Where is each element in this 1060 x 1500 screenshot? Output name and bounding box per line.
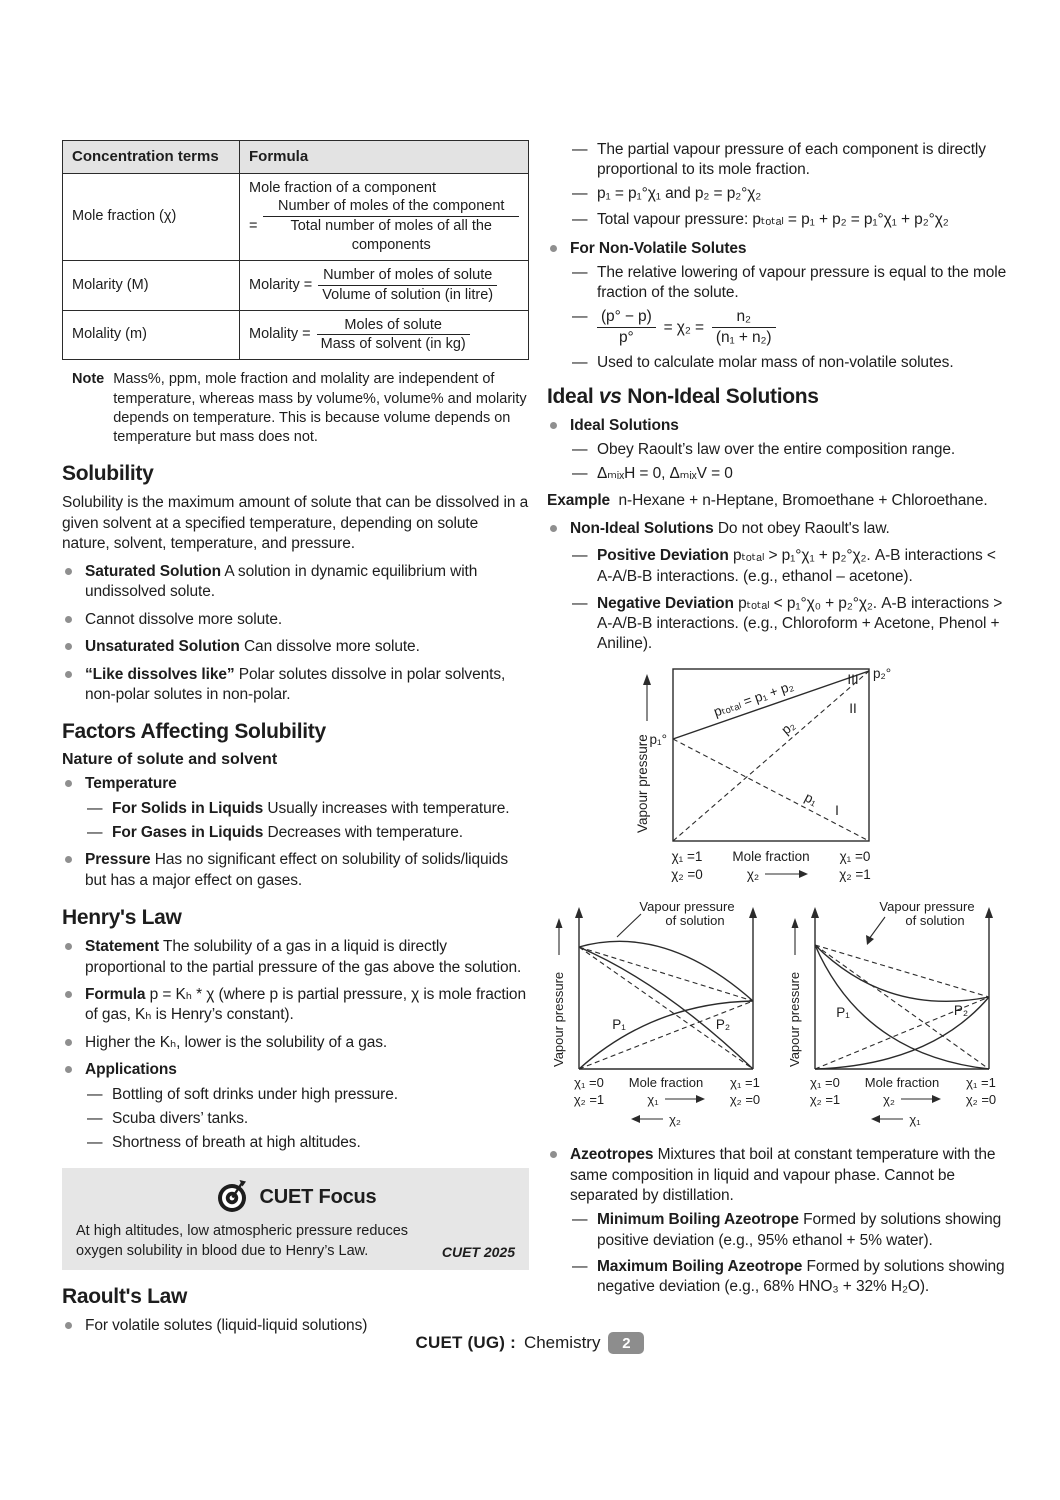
- solution-vapour-pressure-curve: [579, 941, 753, 1001]
- cuet-year-tag: CUET 2025: [441, 1244, 515, 1261]
- temperature-dashes: [85, 799, 529, 843]
- dash-item-minimum-boiling: — Minimum Boiling Azeotrope Formed by solutions showing positive deviation (e.g., 95% ethanol + 5% water).: [570, 1210, 1014, 1250]
- p1-line: [673, 739, 869, 841]
- curve-marker-III: III: [847, 672, 859, 688]
- cuet-focus-text: At high altitudes, low atmospheric pressure reduces oxygen solubility in blood due to Henry’s Law.: [76, 1223, 409, 1259]
- fraction: — $\frac{(p^\circ - p)}{p^\circ}$: [597, 307, 656, 348]
- azeotrope-dashes: [570, 1210, 1014, 1297]
- volatile-solutes-dashes: [570, 140, 1014, 231]
- note-text: Mass%, ppm, mole fraction and molality are independent of temperature, whereas mass by volume%, volume% and molarity depends on temperature. This is because volume depends on temperature but mass does not.: [113, 371, 527, 446]
- dash-item: — Shortness of breath at high altitudes.: [85, 1133, 529, 1153]
- table-header-row: [63, 141, 529, 174]
- formula-equation: [249, 197, 519, 255]
- bullet-item-ideal-solutions: Ideal Solutions — Obey Raoult’s law over the entire composition range. — ΔₘᵢₓH = 0, ΔₘᵢₓV = 0: [547, 416, 1014, 485]
- ideal-example: Example n-Hexane + n-Heptane, Bromoethane + Chloroethane.: [547, 492, 988, 510]
- svg-text:χ₂ =1: χ₂ =1: [573, 1092, 605, 1108]
- target-icon: [215, 1179, 251, 1215]
- positive-deviation-graph: [547, 897, 775, 1137]
- two-column-layout: [62, 140, 1014, 1344]
- dash-item-formula: — ΔₘᵢₓH = 0, ΔₘᵢₓV = 0: [570, 464, 1014, 484]
- applications-dashes: [85, 1085, 529, 1153]
- bullet-item-formula: Formula p = Kₕ * χ (where p is partial pressure, χ is mole fraction of gas, Kₕ is Henry’s constant).: [62, 985, 529, 1026]
- ideal-bullets: [547, 416, 1014, 485]
- non-volatile-bullets: [547, 239, 1014, 373]
- dash-item: — For Solids in Liquids Usually increases with temperature.: [85, 799, 529, 819]
- dash-item-positive-deviation: — Positive Deviation pₜₒₜₐₗ > p₁°χ₁ + p₂°χ₂. A-B interactions < A-A/B-B interactions. (e.g., ethanol – acetone).: [570, 546, 1014, 586]
- x-axis-labels: [574, 1075, 760, 1127]
- solution-curve-caption: Vapour pressure: [639, 899, 735, 915]
- svg-text:χ₂ =0: χ₂ =0: [729, 1092, 761, 1108]
- y-axis: [635, 674, 651, 833]
- total-pressure-label: pₜₒₜₐₗ = p₁ + p₂: [711, 678, 796, 720]
- non-ideal-bullets: [547, 519, 1014, 654]
- cuet-focus-header: [76, 1179, 515, 1215]
- y-axis-label: Vapour pressure: [787, 971, 802, 1068]
- x-axis-title: Mole fraction: [864, 1075, 940, 1091]
- dash-item: — Used to calculate molar mass of non-volatile solutes.: [570, 353, 1014, 373]
- note-block: [72, 370, 529, 447]
- solubility-intro: Solubility is the maximum amount of solute that can be dissolved in a given solvent at a specified temperature, depending on solute nature, solvent, temperature, and pressure.: [62, 494, 529, 553]
- formula-equation: [249, 266, 519, 305]
- svg-text:χ₁: χ₁: [647, 1092, 659, 1108]
- formula-cell: [240, 173, 529, 260]
- table-row-molality: [63, 310, 529, 360]
- reverse-axis-label: χ₂: [669, 1112, 681, 1128]
- fraction: $\frac{\text{Number of moles of solute}}{\text{Volume of solution (in litre)}}$: [318, 266, 497, 305]
- section-title-factors: Factors Affecting Solubility: [62, 720, 326, 744]
- svg-text:of solution: of solution: [665, 913, 725, 929]
- factors-bullets: [62, 774, 529, 891]
- equals-sign: =: [249, 217, 258, 234]
- svg-text:χ₂ =0: χ₂ =0: [671, 867, 703, 883]
- left-column: [62, 140, 529, 1344]
- svg-text:χ₁ =0: χ₁ =0: [839, 849, 871, 865]
- bullet-item: “Like dissolves like” Polar solutes dissolve in polar solvents, non-polar solutes in non-polar.: [62, 665, 529, 706]
- section-title-ideal-vs-nonideal: Ideal vs Non-Ideal Solutions: [547, 384, 819, 408]
- fraction: $\frac{\text{n₂}}{\text{(n₁ + n₂)}}$: [712, 307, 776, 348]
- x-axis-title: Mole fraction: [628, 1075, 704, 1091]
- solubility-bullets: [62, 562, 529, 706]
- p1-curve-label: p₁: [802, 789, 820, 809]
- bullet-item-statement: Statement The solubility of a gas in a liquid is directly proportional to the partial pressure of the gas above the solution.: [62, 937, 529, 978]
- bullet-item-azeotropes: Azeotropes Mixtures that boil at constant temperature with the same composition in liquid and vapour phase. Cannot be separated by distillation. — Minimum Boiling Azeotrope Formed by solutions showing positive deviation (e.g., 95% ethanol + 5% water). — Maximum Boiling Azeotrope Formed by solutions showing negative deviation (e.g., 68% HNO₃ + 32% H₂O).: [547, 1145, 1014, 1297]
- raoult-ideal-graph: [603, 661, 1003, 893]
- solution-vapour-pressure-curve: [815, 945, 989, 1001]
- col-header-concentration-terms: Concentration terms: [63, 141, 240, 174]
- dash-item: — Scuba divers’ tanks.: [85, 1109, 529, 1129]
- table-row-molarity: [63, 260, 529, 310]
- bullet-item: For volatile solutes (liquid-liquid solutions): [62, 1316, 529, 1336]
- solution-curve-caption: Vapour pressure: [879, 899, 975, 915]
- svg-text:χ₂: χ₂: [883, 1092, 895, 1108]
- svg-text:χ₂: χ₂: [746, 867, 760, 883]
- footer-brand: CUET (UG) :: [415, 1333, 516, 1352]
- bullet-item-applications: Applications — Bottling of soft drinks under high pressure. — Scuba divers’ tanks. — Shortness of breath at high altitudes.: [62, 1060, 529, 1153]
- equals-sign: Molarity =: [249, 276, 313, 293]
- page-footer: [0, 1332, 1060, 1354]
- dash-item: — The relative lowering of vapour pressure is equal to the mole fraction of the solute.: [570, 263, 1014, 303]
- footer-subject: Chemistry: [523, 1333, 601, 1352]
- x-axis-labels: [810, 1075, 996, 1127]
- section-title-henrys-law: Henry's Law: [62, 906, 182, 930]
- page-number-badge: 2: [608, 1332, 644, 1354]
- azeotropes-bullets: [547, 1145, 1014, 1297]
- p1-label: P₁: [836, 1005, 850, 1021]
- y-axis-label: Vapour pressure: [551, 971, 566, 1068]
- dash-item: — For Gases in Liquids Decreases with temperature.: [85, 823, 529, 843]
- svg-text:χ₂ =1: χ₂ =1: [839, 867, 871, 883]
- section-title-solubility: Solubility: [62, 462, 154, 486]
- p1-label: P₁: [612, 1017, 626, 1033]
- term-cell: Molality (m): [63, 310, 240, 360]
- henry-bullets: [62, 937, 529, 1153]
- svg-text:χ₁ =0: χ₁ =0: [574, 1075, 604, 1091]
- factors-subtitle: Nature of solute and solvent: [62, 751, 278, 769]
- bullet-item: Cannot dissolve more solute.: [62, 610, 529, 630]
- y-axis: [787, 918, 802, 1067]
- dash-item: — Obey Raoult’s law over the entire composition range.: [570, 440, 1014, 460]
- deviation-graphs-row: [547, 897, 1014, 1137]
- concentration-table: [62, 140, 529, 360]
- p1-pure-label: p₁°: [649, 732, 667, 748]
- section-title-raoults-law: Raoult's Law: [62, 1285, 188, 1309]
- bullet-item: Higher the Kₕ, lower is the solubility of a gas.: [62, 1033, 529, 1053]
- table-row-mole-fraction: [63, 173, 529, 260]
- col-header-formula: Formula: [240, 141, 529, 174]
- negative-deviation-graph: [783, 897, 1011, 1137]
- formula-intro: Mole fraction of a component: [249, 179, 436, 196]
- p2-pure-label: p₂°: [873, 666, 892, 682]
- term-cell: Molarity (M): [63, 260, 240, 310]
- non-volatile-dashes: [570, 263, 1014, 373]
- svg-text:χ₁ =1: χ₁ =1: [966, 1075, 996, 1091]
- x-axis-title: Mole fraction: [732, 849, 810, 865]
- dash-item: — The partial vapour pressure of each component is directly proportional to its mole fraction.: [570, 140, 1014, 180]
- p2-curve-label: p₂: [778, 717, 798, 738]
- dash-item-formula: — p₁ = p₁°χ₁ and p₂ = p₂°χ₂: [570, 184, 1014, 204]
- p2-label: P₂: [715, 1017, 731, 1033]
- raoult-ideal-graph-wrapper: [603, 661, 1014, 893]
- svg-text:χ₂ =0: χ₂ =0: [965, 1092, 997, 1108]
- svg-text:χ₂ =1: χ₂ =1: [809, 1092, 841, 1108]
- equation-middle: = χ₂ =: [663, 318, 704, 336]
- dash-item-fraction: [570, 307, 1014, 348]
- fraction: $\frac{\text{Number of moles of the component}}{\text{Total number of moles of all the components}}$: [263, 197, 519, 255]
- bullet-item-non-ideal: Non-Ideal Solutions Do not obey Raoult's law. — Positive Deviation pₜₒₜₐₗ > p₁°χ₁ + p₂°χ₂. A-B interactions < A-A/B-B interactions. (e.g., ethanol – acetone). — Negative Deviation pₜₒₜₐₗ < p₁°χ₀ + p₂°χ₂. A-B interactions > A-A/B-B interactions. (e.g., Chloroform + Acetone, Phenol + Aniline).: [547, 519, 1014, 654]
- total-pressure-line: [673, 671, 869, 739]
- svg-text:of solution: of solution: [905, 913, 965, 929]
- non-ideal-dashes: [570, 546, 1014, 654]
- cuet-focus-title: CUET Focus: [259, 1185, 377, 1208]
- x-axis-labels: [671, 849, 870, 882]
- bullet-item: Unsaturated Solution Can dissolve more solute.: [62, 637, 529, 657]
- reverse-axis-label: χ₁: [909, 1112, 921, 1128]
- ideal-dashes: [570, 440, 1014, 484]
- equals-sign: Molality =: [249, 326, 311, 343]
- dash-item-maximum-boiling: — Maximum Boiling Azeotrope Formed by solutions showing negative deviation (e.g., 68% HNO₃ + 32% H₂O).: [570, 1257, 1014, 1297]
- dash-item: — Bottling of soft drinks under high pressure.: [85, 1085, 529, 1105]
- curve-marker-I: I: [835, 803, 839, 819]
- y-axis-label: Vapour pressure: [635, 734, 650, 834]
- cuet-focus-box: [62, 1168, 529, 1270]
- curve-marker-II: II: [849, 701, 857, 717]
- formula-cell: [240, 310, 529, 360]
- term-cell: Mole fraction (χ): [63, 173, 240, 260]
- bullet-item-pressure: Pressure Has no significant effect on solubility of solids/liquids but has a major effect on gases.: [62, 850, 529, 891]
- bullet-item-non-volatile: For Non-Volatile Solutes — The relative lowering of vapour pressure is equal to the mole fraction of the solute. — $\frac{(p^\circ - p)}{p^\circ}$ = χ₂ = $\frac{\text{n₂}}{\text{(n₁ + n₂)}}$ — Used to calculate molar mass of non-volatile solutes.: [547, 239, 1014, 373]
- fraction: $\frac{\text{Moles of solute}}{\text{Mass of solvent (in kg)}}$: [317, 316, 470, 355]
- formula-cell: [240, 260, 529, 310]
- bullet-item-temperature: Temperature — For Solids in Liquids Usually increases with temperature. — For Gases in Liquids Decreases with temperature.: [62, 774, 529, 843]
- y-axis: [551, 918, 566, 1067]
- svg-text:χ₁ =0: χ₁ =0: [810, 1075, 840, 1091]
- svg-text:χ₁ =1: χ₁ =1: [730, 1075, 760, 1091]
- bullet-item: Saturated Solution A solution in dynamic equilibrium with undissolved solute.: [62, 562, 529, 603]
- note-label: Note: [72, 371, 105, 388]
- dash-item-formula: — Total vapour pressure: pₜₒₜₐₗ = p₁ + p₂ = p₁°χ₁ + p₂°χ₂: [570, 210, 1014, 230]
- dash-item-negative-deviation: — Negative Deviation pₜₒₜₐₗ < p₁°χ₀ + p₂°χ₂. A-B interactions > A-A/B-B interactions. (e.g., Chloroform + Acetone, Phenol + Aniline).: [570, 594, 1014, 654]
- right-column: [547, 140, 1014, 1344]
- formula-equation: [249, 316, 519, 355]
- p2-label: P₂: [953, 1003, 969, 1019]
- svg-text:χ₁ =1: χ₁ =1: [671, 849, 703, 865]
